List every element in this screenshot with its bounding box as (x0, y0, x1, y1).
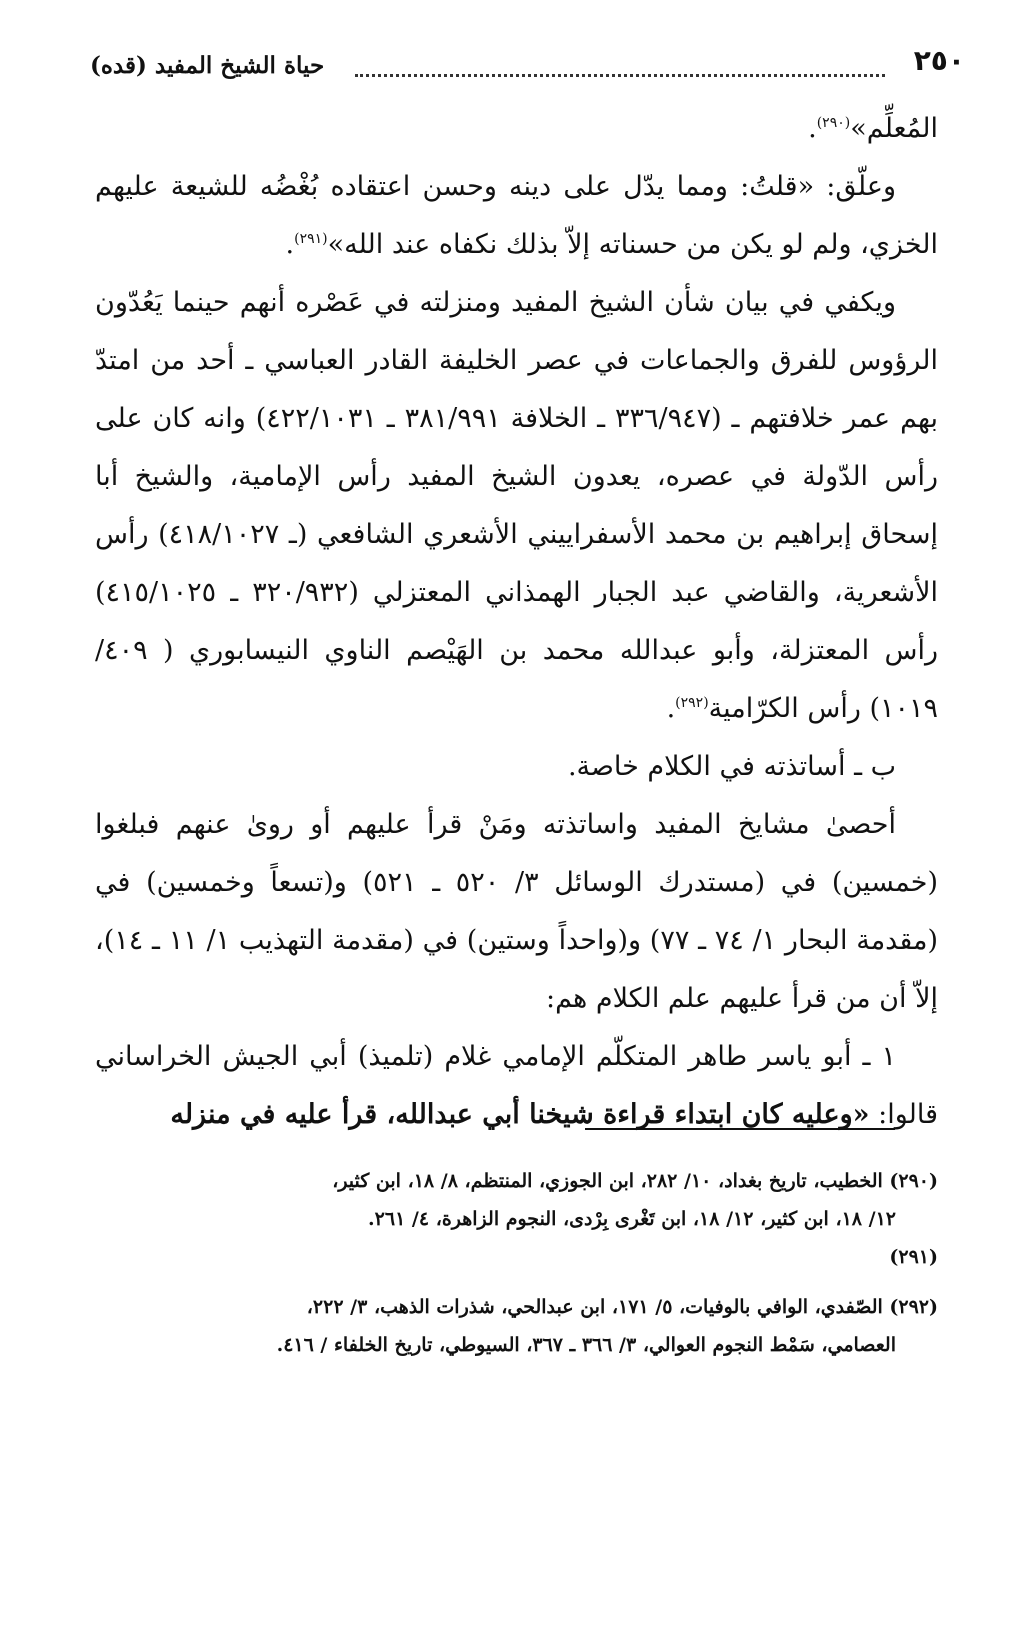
running-title: حياة الشيخ المفيد (قده) (90, 52, 325, 79)
paragraph-end: . (808, 113, 817, 144)
footnote-292 (95, 1288, 938, 1364)
page-number: ٢٥٠ (913, 44, 965, 77)
section-heading: ب ـ أساتذته في الكلام خاصة. (567, 751, 896, 782)
paragraph-end: . (666, 693, 676, 724)
footnote-ref-291[interactable]: (٢٩١) (294, 231, 328, 247)
paragraph-comment (95, 158, 938, 274)
footnotes (95, 1162, 938, 1376)
footnote-text: (٢٩٠) الخطيب، تاريخ بغداد، ١٠/ ٢٨٢، ابن الجوزي، المنتظم، ٨/ ١٨، ابن كثير، (332, 1170, 938, 1192)
header-dot-leader (355, 74, 885, 77)
paragraph-teachers: أحصىٰ مشايخ المفيد واساتذته ومَنْ قرأ عليهم أو روىٰ عنهم فبلغوا (خمسين) في (مستدرك الوسائل ٣/ ٥٢٠ ـ ٥٢١) و(تسعاً وخمسين) في (مقدمة البحار ١/ ٧٤ ـ ٧٧) و(واحداً وستين) في (مقدمة التهذيب ١/ ١١ ـ ١٤)، إلاّ أن من قرأ عليهم علم الكلام هم: (95, 809, 939, 1014)
paragraph-text: ويكفي في بيان شأن الشيخ المفيد ومنزلته في عَصْره أنهم حينما يَعُدّون الرؤوس للفرق والجماعات في عصر الخليفة القادر العباسي ـ أحد من امتدّ بهم عمر خلافتهم ـ (٣٣٦/٩٤٧ ـ الخلافة ٣٨١/٩٩١ ـ ٤٢٢/١٠٣١) وانه كان على رأس الدّولة في عصره، يعدون الشيخ المفيد رأس الإمامية، والشيخ أبا إسحاق إبراهيم بن محمد الأسفراييني الأشعري الشافعي (ـ ٤١٨/١٠٢٧) رأس الأشعرية، والقاضي عبد الجبار الهمذاني المعتزلي (٣٢٠/٩٣٢ ـ ٤١٥/١٠٢٥) رأس المعتزلة، وأبو عبدالله محمد بن الهَيْصم الناوي النيسابوري ( ٤٠٩/ ١٠١٩) رأس الكرّامية (95, 287, 939, 724)
paragraph-text: ١ ـ أبو ياسر طاهر المتكلّم الإمامي غلام (تلميذ) أبي الجيش الخراساني قالوا: (95, 1041, 938, 1130)
paragraph-text: وعلّق: «قلتُ: ومما يدّل على دينه وحسن اعتقاده بُغْضُه للشيعة عليهم الخزي، ولم لو يكن من حسناته إلاّ بذلك نكفاه عند الله» (95, 171, 938, 260)
paragraph-teacher-1 (95, 1028, 938, 1144)
paragraph-text: المُعلِّم» (850, 113, 938, 144)
footnote-291: (٢٩١) (889, 1246, 938, 1268)
footnote-ref-290[interactable]: (٢٩٠) (816, 115, 851, 131)
main-text (95, 100, 938, 1144)
footnote-separator (585, 1128, 895, 1130)
footnote-text: (٢٩٢) الصّفدي، الوافي بالوفيات، ٥/ ١٧١، ابن عبدالحي، شذرات الذهب، ٣/ ٢٢٢، (306, 1296, 938, 1318)
footnote-ref-292[interactable]: (٢٩٢) (675, 695, 709, 711)
footnote-text-continued: ١٢/ ١٨، ابن كثير، ١٢/ ١٨، ابن تَغْرى بِرْدى، النجوم الزاهرة، ٤/ ٢٦١. (368, 1208, 896, 1230)
footnote-text-continued: العصامي، سَمْط النجوم العوالي، ٣/ ٣٦٦ ـ ٣٦٧، السيوطي، تاريخ الخلفاء / ٤١٦. (276, 1334, 896, 1356)
page-header (90, 44, 965, 84)
paragraph-quote-end (95, 100, 938, 158)
paragraph-end: . (285, 229, 295, 260)
paragraph-status (95, 274, 938, 738)
footnote-290 (95, 1162, 938, 1276)
paragraph-bold-quote: «وعليه كان ابتداء قراءة شيخنا أبي عبدالله، قرأ عليه في منزله (170, 1099, 870, 1130)
